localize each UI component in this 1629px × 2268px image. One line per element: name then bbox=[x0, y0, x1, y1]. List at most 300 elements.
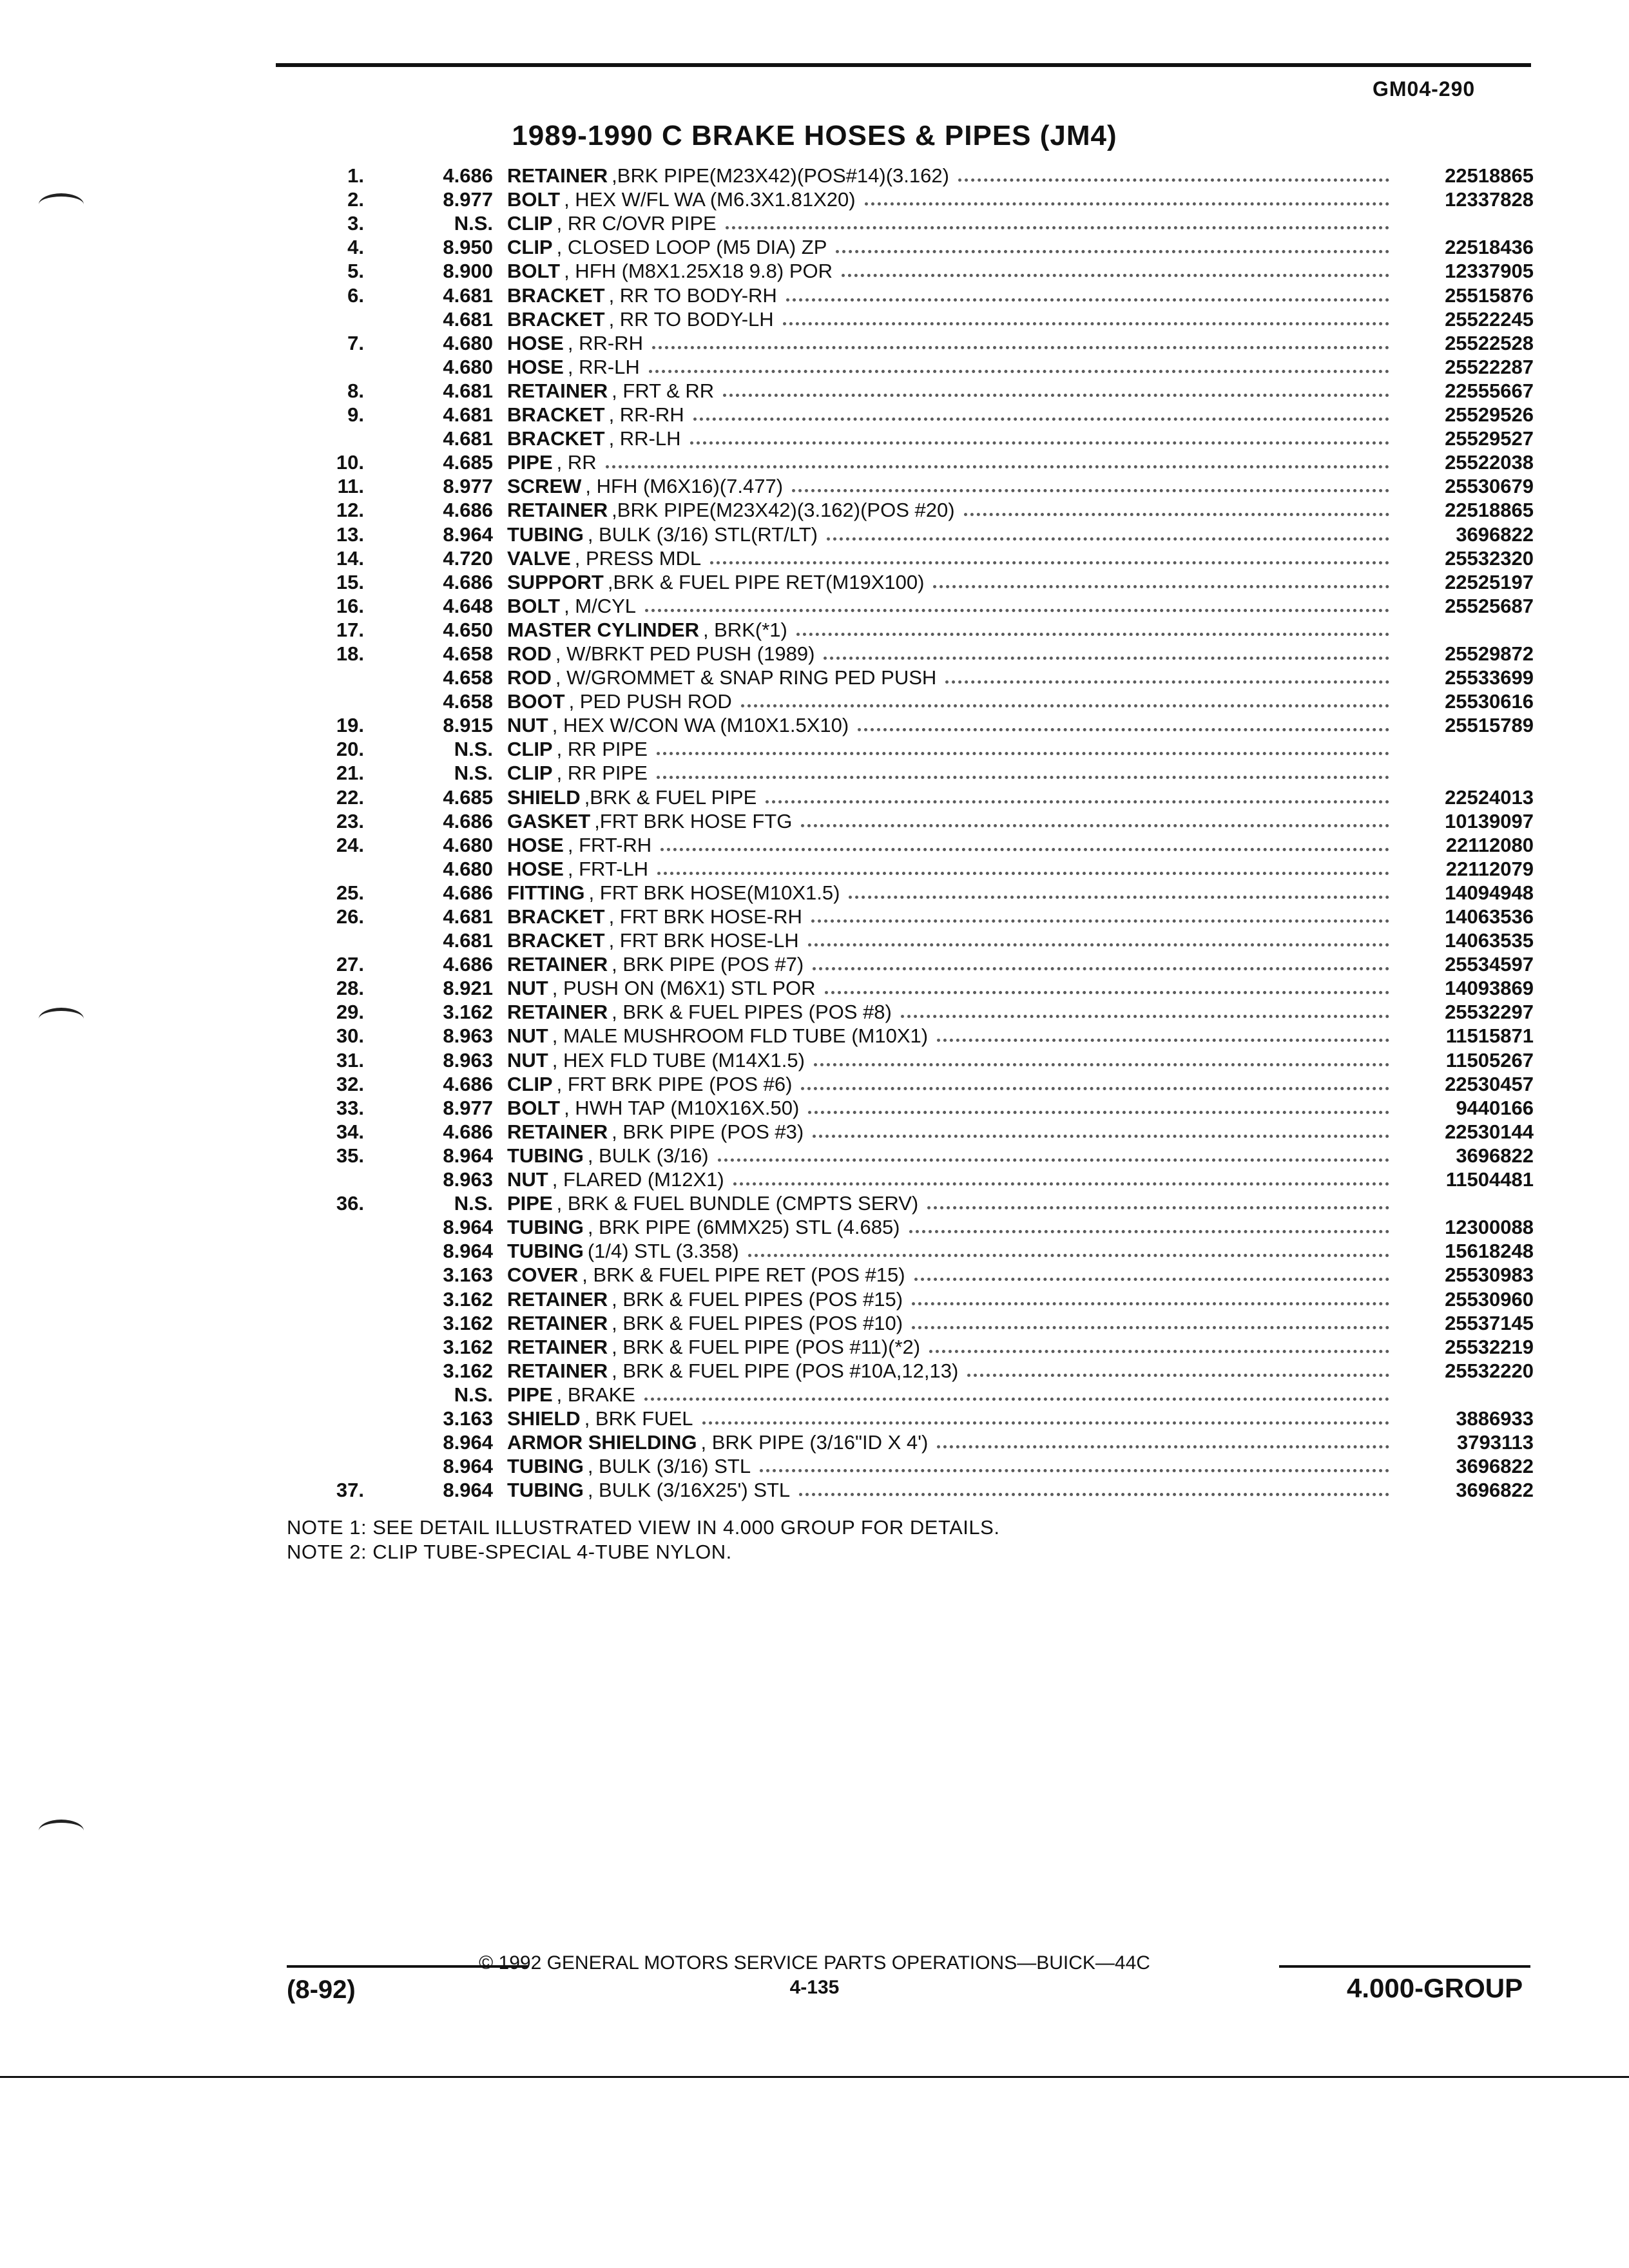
group-number: 8.964 bbox=[443, 1144, 493, 1167]
part-number: 22518865 bbox=[1445, 499, 1534, 522]
item-number: 7. bbox=[347, 331, 364, 354]
part-row bbox=[284, 713, 1534, 737]
part-detail: , BRK & FUEL BUNDLE (CMPTS SERV) bbox=[556, 1192, 919, 1215]
part-row bbox=[284, 1144, 1534, 1168]
part-description bbox=[493, 450, 1398, 474]
part-number: 22555667 bbox=[1445, 379, 1534, 402]
part-row bbox=[284, 1407, 1534, 1430]
part-description bbox=[493, 1024, 1398, 1048]
group-number: 4.686 bbox=[443, 164, 493, 187]
part-description bbox=[493, 928, 1398, 952]
part-number: 25530960 bbox=[1445, 1287, 1534, 1311]
group-number: 4.680 bbox=[443, 331, 493, 354]
dot-leader bbox=[858, 724, 1389, 731]
group-number: 4.685 bbox=[443, 451, 493, 474]
part-name: VALVE bbox=[507, 546, 571, 570]
group-number: 4.685 bbox=[443, 785, 493, 809]
part-description bbox=[493, 1454, 1398, 1478]
part-description bbox=[493, 594, 1398, 618]
group-number: 4.686 bbox=[443, 953, 493, 976]
binder-hole-mark bbox=[39, 1820, 84, 1842]
part-description bbox=[493, 1287, 1398, 1311]
part-name: SHIELD bbox=[507, 1407, 581, 1430]
part-number: 10139097 bbox=[1445, 809, 1534, 832]
part-name: NUT bbox=[507, 1024, 548, 1048]
part-description bbox=[493, 689, 1398, 713]
part-detail: ,BRK PIPE(M23X42)(POS#14)(3.162) bbox=[612, 164, 949, 187]
item-number: 13. bbox=[336, 523, 364, 546]
part-description bbox=[493, 187, 1398, 211]
part-row bbox=[284, 1168, 1534, 1191]
part-description bbox=[493, 1000, 1398, 1024]
part-name: BRACKET bbox=[507, 403, 605, 427]
dot-leader bbox=[657, 868, 1389, 875]
part-row bbox=[284, 1000, 1534, 1024]
note-1: NOTE 1: SEE DETAIL ILLUSTRATED VIEW IN 4.000 GROUP FOR DETAILS. bbox=[287, 1516, 1000, 1539]
part-row bbox=[284, 235, 1534, 259]
part-row bbox=[284, 1263, 1534, 1287]
part-number: 11515871 bbox=[1445, 1024, 1534, 1048]
group-number: 3.162 bbox=[443, 1359, 493, 1382]
group-number: 4.681 bbox=[443, 403, 493, 427]
part-detail: , FRT BRK HOSE(M10X1.5) bbox=[588, 881, 840, 904]
part-number: 25533699 bbox=[1445, 666, 1534, 689]
part-name: RETAINER bbox=[507, 1001, 608, 1024]
group-number: 8.950 bbox=[443, 236, 493, 259]
part-detail: , FRT & RR bbox=[612, 379, 715, 402]
part-detail: ,BRK & FUEL PIPE bbox=[584, 785, 757, 809]
part-number: 25532220 bbox=[1445, 1359, 1534, 1382]
part-detail: , HEX FLD TUBE (M14X1.5) bbox=[552, 1048, 805, 1072]
part-row bbox=[284, 1096, 1534, 1120]
dot-leader bbox=[824, 653, 1389, 660]
item-number: 37. bbox=[336, 1479, 364, 1502]
part-name: NUT bbox=[507, 1168, 548, 1191]
part-description bbox=[493, 546, 1398, 570]
dot-leader bbox=[718, 1155, 1389, 1162]
item-number: 22. bbox=[336, 785, 364, 809]
part-description bbox=[493, 1478, 1398, 1502]
part-name: FITTING bbox=[507, 881, 585, 904]
part-row bbox=[284, 211, 1534, 235]
part-row bbox=[284, 761, 1534, 785]
item-number: 26. bbox=[336, 905, 364, 928]
part-description bbox=[493, 235, 1398, 259]
part-row bbox=[284, 1072, 1534, 1096]
part-row bbox=[284, 164, 1534, 187]
group-number: 4.681 bbox=[443, 905, 493, 928]
part-detail: , BRK PIPE (POS #7) bbox=[612, 953, 804, 976]
document-code: GM04-290 bbox=[1373, 77, 1476, 101]
item-number: 32. bbox=[336, 1072, 364, 1095]
part-number: 25522038 bbox=[1445, 451, 1534, 474]
dot-leader bbox=[827, 533, 1389, 541]
part-name: SHIELD bbox=[507, 785, 581, 809]
part-number: 25515789 bbox=[1445, 714, 1534, 737]
part-detail: , M/CYL bbox=[564, 594, 637, 617]
part-row bbox=[284, 833, 1534, 857]
item-number: 28. bbox=[336, 977, 364, 1000]
part-name: CLIP bbox=[507, 738, 553, 761]
part-description bbox=[493, 259, 1398, 283]
part-detail: , BRK & FUEL PIPE (POS #11)(*2) bbox=[612, 1335, 921, 1358]
part-description bbox=[493, 523, 1398, 546]
part-name: ROD bbox=[507, 666, 552, 689]
part-description bbox=[493, 1215, 1398, 1239]
dot-leader bbox=[958, 175, 1389, 182]
part-name: SUPPORT bbox=[507, 570, 604, 593]
part-detail: , HEX W/CON WA (M10X1.5X10) bbox=[552, 714, 849, 737]
part-detail: , W/GROMMET & SNAP RING PED PUSH bbox=[555, 666, 937, 689]
part-number: 22518865 bbox=[1445, 164, 1534, 187]
part-row bbox=[284, 1311, 1534, 1335]
part-detail: , RR TO BODY-LH bbox=[608, 307, 774, 331]
part-detail: , MALE MUSHROOM FLD TUBE (M10X1) bbox=[552, 1024, 929, 1048]
dot-leader bbox=[710, 557, 1389, 564]
part-name: RETAINER bbox=[507, 953, 608, 976]
group-number: N.S. bbox=[454, 738, 493, 761]
part-name: TUBING bbox=[507, 1216, 584, 1239]
part-name: RETAINER bbox=[507, 379, 608, 402]
part-number: 25522245 bbox=[1445, 307, 1534, 331]
dot-leader bbox=[937, 1035, 1389, 1042]
part-detail: , BRK PIPE (3/16"ID X 4') bbox=[700, 1431, 929, 1454]
item-number: 2. bbox=[347, 188, 364, 211]
dot-leader bbox=[733, 1178, 1389, 1186]
item-number: 8. bbox=[347, 379, 364, 402]
notes bbox=[287, 1515, 999, 1564]
group-number: 8.977 bbox=[443, 188, 493, 211]
dot-leader bbox=[914, 1274, 1389, 1281]
part-row bbox=[284, 737, 1534, 761]
part-name: HOSE bbox=[507, 355, 564, 378]
part-row bbox=[284, 1478, 1534, 1502]
dot-leader bbox=[836, 246, 1389, 253]
part-name: BRACKET bbox=[507, 929, 605, 952]
group-number: 3.162 bbox=[443, 1311, 493, 1334]
part-detail: , BRK & FUEL PIPES (POS #15) bbox=[612, 1287, 903, 1311]
part-detail: ,BRK PIPE(M23X42)(3.162)(POS #20) bbox=[612, 499, 955, 522]
item-number: 34. bbox=[336, 1120, 364, 1143]
dot-leader bbox=[796, 629, 1389, 636]
part-name: COVER bbox=[507, 1264, 579, 1287]
part-detail: , FRT-LH bbox=[567, 857, 649, 880]
part-description bbox=[493, 474, 1398, 498]
item-number: 36. bbox=[336, 1192, 364, 1215]
part-detail: , BRK FUEL bbox=[584, 1407, 693, 1430]
item-number: 21. bbox=[336, 762, 364, 785]
page-title: 1989-1990 C BRAKE HOSES & PIPES (JM4) bbox=[512, 120, 1117, 151]
part-name: RETAINER bbox=[507, 1120, 608, 1143]
part-description bbox=[493, 1120, 1398, 1144]
dot-leader bbox=[741, 700, 1389, 707]
dot-leader bbox=[801, 1083, 1389, 1090]
item-number: 23. bbox=[336, 809, 364, 832]
part-row bbox=[284, 474, 1534, 498]
parts-list bbox=[284, 164, 1534, 1502]
part-row bbox=[284, 642, 1534, 666]
part-row bbox=[284, 1383, 1534, 1407]
part-description bbox=[493, 1383, 1398, 1407]
part-detail: , RR-RH bbox=[608, 403, 684, 427]
part-number: 3696822 bbox=[1456, 523, 1534, 546]
part-row bbox=[284, 666, 1534, 689]
part-row bbox=[284, 1239, 1534, 1263]
dot-leader bbox=[933, 581, 1389, 588]
part-description bbox=[493, 284, 1398, 307]
part-description bbox=[493, 1096, 1398, 1120]
group-number: 4.681 bbox=[443, 379, 493, 402]
dot-leader bbox=[690, 437, 1389, 445]
part-detail: , HFH (M8X1.25X18 9.8) POR bbox=[564, 260, 833, 283]
part-row bbox=[284, 618, 1534, 642]
binder-hole-mark bbox=[39, 193, 84, 216]
item-number: 17. bbox=[336, 618, 364, 641]
part-number: 22525197 bbox=[1445, 570, 1534, 593]
part-description bbox=[493, 642, 1398, 666]
part-description bbox=[493, 355, 1398, 379]
part-description bbox=[493, 1407, 1398, 1430]
dot-leader bbox=[760, 1465, 1389, 1472]
item-number: 16. bbox=[336, 594, 364, 617]
part-detail: , PED PUSH ROD bbox=[568, 690, 732, 713]
group-number: 8.915 bbox=[443, 714, 493, 737]
part-row bbox=[284, 187, 1534, 211]
part-row bbox=[284, 1287, 1534, 1311]
dot-leader bbox=[967, 1370, 1389, 1377]
part-name: PIPE bbox=[507, 1192, 553, 1215]
part-number: 22112080 bbox=[1445, 833, 1534, 856]
part-name: TUBING bbox=[507, 523, 584, 546]
dot-leader bbox=[645, 605, 1389, 612]
part-name: BOLT bbox=[507, 594, 561, 617]
part-detail: , BRK PIPE (POS #3) bbox=[612, 1120, 804, 1143]
header-rule bbox=[276, 63, 1531, 67]
item-number: 30. bbox=[336, 1024, 364, 1048]
part-description bbox=[493, 403, 1398, 427]
part-row bbox=[284, 785, 1534, 809]
part-name: RETAINER bbox=[507, 164, 608, 187]
dot-leader bbox=[693, 414, 1389, 421]
part-number: 14063535 bbox=[1445, 929, 1534, 952]
part-number: 22530144 bbox=[1445, 1120, 1534, 1143]
group-number: 8.964 bbox=[443, 1240, 493, 1263]
part-description bbox=[493, 857, 1398, 881]
part-row bbox=[284, 1215, 1534, 1239]
dot-leader bbox=[606, 461, 1389, 468]
part-name: BRACKET bbox=[507, 427, 605, 450]
part-detail: , CLOSED LOOP (M5 DIA) ZP bbox=[556, 236, 827, 259]
item-number: 31. bbox=[336, 1048, 364, 1072]
part-number: 3696822 bbox=[1456, 1479, 1534, 1502]
part-row bbox=[284, 928, 1534, 952]
dot-leader bbox=[723, 390, 1389, 397]
part-detail: , RR-LH bbox=[608, 427, 681, 450]
part-row bbox=[284, 1359, 1534, 1383]
group-number: N.S. bbox=[454, 1383, 493, 1406]
part-description bbox=[493, 1072, 1398, 1096]
part-row bbox=[284, 355, 1534, 379]
part-name: BOLT bbox=[507, 188, 561, 211]
part-row bbox=[284, 379, 1534, 403]
dot-leader bbox=[927, 1202, 1389, 1209]
group-number: 8.964 bbox=[443, 1431, 493, 1454]
part-row bbox=[284, 857, 1534, 881]
item-number: 27. bbox=[336, 953, 364, 976]
part-name: TUBING bbox=[507, 1240, 584, 1263]
part-detail: , RR-RH bbox=[567, 331, 643, 354]
part-name: BOLT bbox=[507, 1096, 561, 1119]
part-detail: , BRK & FUEL PIPES (POS #8) bbox=[612, 1001, 892, 1024]
part-detail: , FRT BRK HOSE-LH bbox=[608, 929, 799, 952]
part-row bbox=[284, 307, 1534, 331]
part-number: 25525687 bbox=[1445, 594, 1534, 617]
part-number: 25530983 bbox=[1445, 1264, 1534, 1287]
part-number: 12300088 bbox=[1445, 1216, 1534, 1239]
item-number: 18. bbox=[336, 642, 364, 665]
dot-leader bbox=[808, 1107, 1389, 1114]
part-detail: ,BRK & FUEL PIPE RET(M19X100) bbox=[607, 570, 925, 593]
part-description bbox=[493, 307, 1398, 331]
part-number: 3793113 bbox=[1457, 1431, 1534, 1454]
dot-leader bbox=[929, 1346, 1389, 1353]
group-number: 8.964 bbox=[443, 523, 493, 546]
part-number: 25537145 bbox=[1445, 1311, 1534, 1334]
dot-leader bbox=[814, 1059, 1389, 1066]
part-number: 25529872 bbox=[1445, 642, 1534, 665]
part-name: CLIP bbox=[507, 1072, 553, 1095]
part-row bbox=[284, 976, 1534, 1000]
part-detail: ,FRT BRK HOSE FTG bbox=[594, 809, 793, 832]
part-number: 15618248 bbox=[1445, 1240, 1534, 1263]
dot-leader bbox=[813, 963, 1389, 970]
part-number: 25534597 bbox=[1445, 953, 1534, 976]
group-number: 4.680 bbox=[443, 833, 493, 856]
dot-leader bbox=[865, 198, 1389, 206]
part-name: RETAINER bbox=[507, 1287, 608, 1311]
part-description bbox=[493, 1239, 1398, 1263]
binder-hole-mark bbox=[39, 1008, 84, 1030]
part-name: NUT bbox=[507, 977, 548, 1000]
part-name: BRACKET bbox=[507, 307, 605, 331]
item-number: 4. bbox=[347, 236, 364, 259]
part-row bbox=[284, 1024, 1534, 1048]
part-description bbox=[493, 976, 1398, 1000]
item-number: 12. bbox=[336, 499, 364, 522]
part-name: ROD bbox=[507, 642, 552, 665]
part-number: 12337905 bbox=[1445, 260, 1534, 283]
part-number: 3886933 bbox=[1456, 1407, 1534, 1430]
part-row bbox=[284, 546, 1534, 570]
part-detail: , HWH TAP (M10X16X.50) bbox=[564, 1096, 800, 1119]
dot-leader bbox=[644, 1394, 1389, 1401]
part-row bbox=[284, 522, 1534, 546]
group-number: N.S. bbox=[454, 212, 493, 235]
page-number: 4-135 bbox=[789, 1977, 840, 1998]
part-number: 25529527 bbox=[1445, 427, 1534, 450]
dot-leader bbox=[901, 1011, 1389, 1018]
part-description bbox=[493, 809, 1398, 833]
group-number: 4.681 bbox=[443, 284, 493, 307]
part-description bbox=[493, 618, 1398, 642]
part-number: 25522528 bbox=[1445, 331, 1534, 354]
dot-leader bbox=[912, 1298, 1389, 1305]
part-name: TUBING bbox=[507, 1144, 584, 1167]
item-number: 29. bbox=[336, 1001, 364, 1024]
part-name: RETAINER bbox=[507, 499, 608, 522]
item-number: 20. bbox=[336, 738, 364, 761]
part-number: 25530616 bbox=[1445, 690, 1534, 713]
group-number: 4.680 bbox=[443, 355, 493, 378]
group-number: 4.720 bbox=[443, 546, 493, 570]
item-number: 33. bbox=[336, 1096, 364, 1119]
part-name: ARMOR SHIELDING bbox=[507, 1431, 697, 1454]
note-2: NOTE 2: CLIP TUBE-SPECIAL 4-TUBE NYLON. bbox=[287, 1541, 732, 1563]
part-detail: , RR TO BODY-RH bbox=[608, 284, 777, 307]
part-description bbox=[493, 761, 1398, 785]
part-name: BRACKET bbox=[507, 905, 605, 928]
group-number: 4.681 bbox=[443, 307, 493, 331]
part-detail: (1/4) STL (3.358) bbox=[587, 1240, 739, 1263]
part-number: 11504481 bbox=[1445, 1168, 1534, 1191]
part-description bbox=[493, 1168, 1398, 1191]
part-detail: , PUSH ON (M6X1) STL POR bbox=[552, 977, 816, 1000]
dot-leader bbox=[660, 844, 1389, 851]
item-number: 5. bbox=[347, 260, 364, 283]
part-name: RETAINER bbox=[507, 1311, 608, 1334]
dot-leader bbox=[912, 1322, 1389, 1329]
part-description bbox=[493, 952, 1398, 976]
part-detail: , RR bbox=[556, 451, 597, 474]
dot-leader bbox=[909, 1226, 1389, 1233]
part-name: RETAINER bbox=[507, 1335, 608, 1358]
part-detail: , BULK (3/16) STL(RT/LT) bbox=[587, 523, 818, 546]
item-number: 19. bbox=[336, 714, 364, 737]
part-description bbox=[493, 1311, 1398, 1335]
dot-leader bbox=[813, 1131, 1389, 1138]
group-number: 8.964 bbox=[443, 1479, 493, 1502]
group-number: 4.648 bbox=[443, 594, 493, 617]
part-row bbox=[284, 594, 1534, 618]
part-detail: , BRK & FUEL PIPE (POS #10A,12,13) bbox=[612, 1359, 959, 1382]
part-row bbox=[284, 1454, 1534, 1478]
group-number: 4.686 bbox=[443, 1120, 493, 1143]
part-name: HOSE bbox=[507, 331, 564, 354]
part-detail: , RR PIPE bbox=[556, 762, 648, 785]
item-number: 10. bbox=[336, 451, 364, 474]
date-code: (8-92) bbox=[287, 1975, 356, 2004]
part-number: 3696822 bbox=[1456, 1144, 1534, 1167]
part-number: 3696822 bbox=[1456, 1455, 1534, 1478]
item-number: 15. bbox=[336, 570, 364, 593]
group-number: 8.964 bbox=[443, 1216, 493, 1239]
group-number: 4.658 bbox=[443, 642, 493, 665]
dot-leader bbox=[786, 294, 1389, 302]
part-description bbox=[493, 331, 1398, 355]
part-name: CLIP bbox=[507, 236, 553, 259]
part-row bbox=[284, 809, 1534, 833]
part-detail: , BULK (3/16) bbox=[587, 1144, 709, 1167]
group-number: 4.658 bbox=[443, 690, 493, 713]
part-description bbox=[493, 379, 1398, 403]
group-number: 4.686 bbox=[443, 809, 493, 832]
part-detail: , BULK (3/16X25') STL bbox=[587, 1479, 791, 1502]
group-number: 4.686 bbox=[443, 881, 493, 904]
dot-leader bbox=[783, 318, 1389, 325]
part-row bbox=[284, 427, 1534, 450]
dot-leader bbox=[811, 916, 1389, 923]
item-number: 11. bbox=[337, 475, 364, 498]
